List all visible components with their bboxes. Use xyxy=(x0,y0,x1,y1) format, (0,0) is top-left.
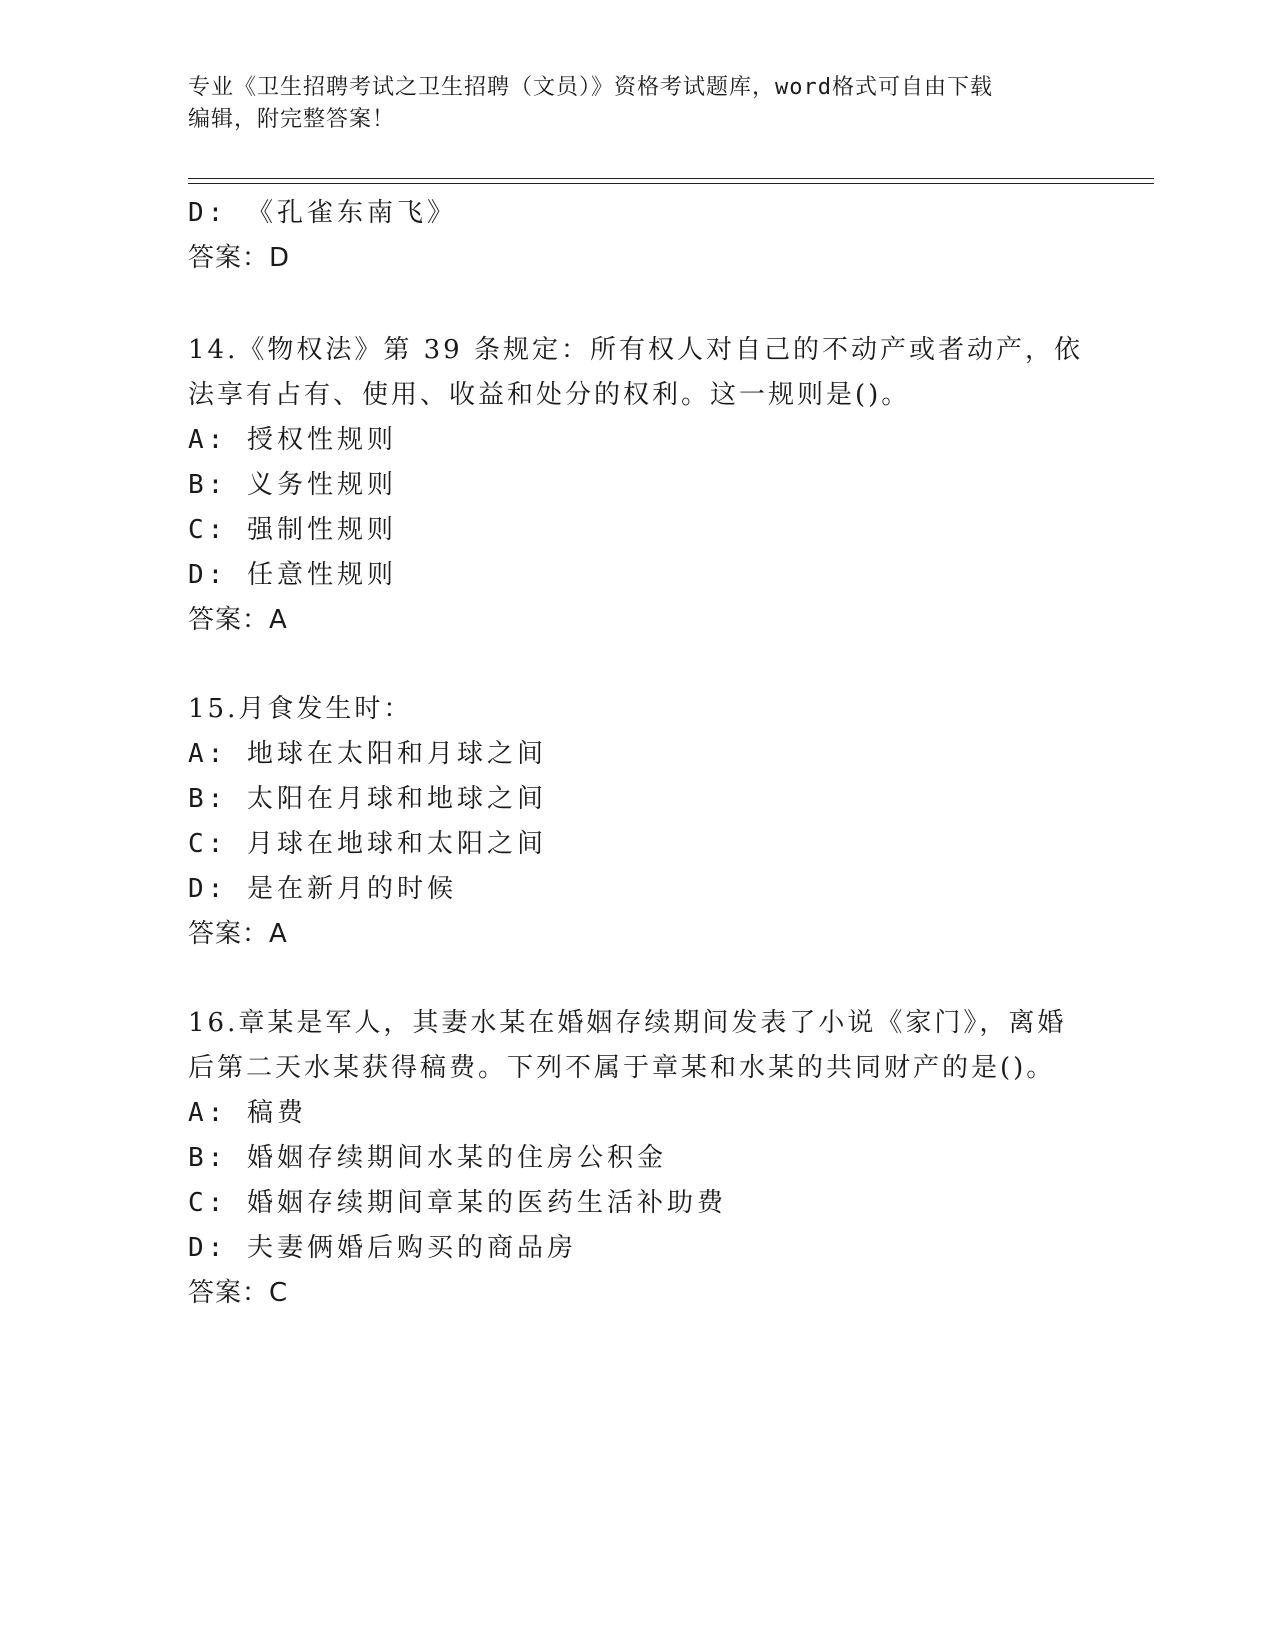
question-stem-line: 法享有占有、使用、收益和处分的权利。这一规则是()。 xyxy=(188,380,911,410)
question-stem-line: 16.章某是军人，其妻水某在婚姻存续期间发表了小说《家门》，离婚 xyxy=(188,1008,1067,1038)
question-content xyxy=(188,191,1108,1316)
option-c: C: 强制性规则 xyxy=(188,515,397,545)
option-d: D: 任意性规则 xyxy=(188,560,397,590)
header-divider-top xyxy=(188,178,1154,179)
option-b: B: 太阳在月球和地球之间 xyxy=(188,784,547,814)
question-stem-line: 14.《物权法》第 39 条规定：所有权人对自己的不动产或者动产，依 xyxy=(188,335,1083,365)
prev-option-d: D: 《孔雀东南飞》 xyxy=(188,198,457,228)
question-stem-line: 15.月食发生时： xyxy=(188,694,413,724)
question-15 xyxy=(188,687,1108,957)
option-c: C: 婚姻存续期间章某的医药生活补助费 xyxy=(188,1188,727,1218)
answer: 答案：A xyxy=(188,919,288,949)
prev-answer: 答案：D xyxy=(188,243,291,273)
question-14 xyxy=(188,328,1108,643)
option-a: A: 地球在太阳和月球之间 xyxy=(188,739,547,769)
header-line-2: 编辑，附完整答案！ xyxy=(188,107,396,132)
option-b: B: 义务性规则 xyxy=(188,470,397,500)
option-d: D: 是在新月的时候 xyxy=(188,874,457,904)
option-b: B: 婚姻存续期间水某的住房公积金 xyxy=(188,1143,667,1173)
header-line-1: 专业《卫生招聘考试之卫生招聘（文员）》资格考试题库，word格式可自由下载 xyxy=(188,75,993,100)
answer: 答案：A xyxy=(188,605,288,635)
option-a: A: 稿费 xyxy=(188,1098,307,1128)
answer: 答案：C xyxy=(188,1278,289,1308)
question-16 xyxy=(188,1001,1108,1316)
option-a: A: 授权性规则 xyxy=(188,425,397,455)
option-d: D: 夫妻俩婚后购买的商品房 xyxy=(188,1233,577,1263)
document-header xyxy=(188,72,1088,136)
header-divider-bottom xyxy=(188,183,1154,184)
option-c: C: 月球在地球和太阳之间 xyxy=(188,829,547,859)
question-stem-line: 后第二天水某获得稿费。下列不属于章某和水某的共同财产的是()。 xyxy=(188,1053,1056,1083)
